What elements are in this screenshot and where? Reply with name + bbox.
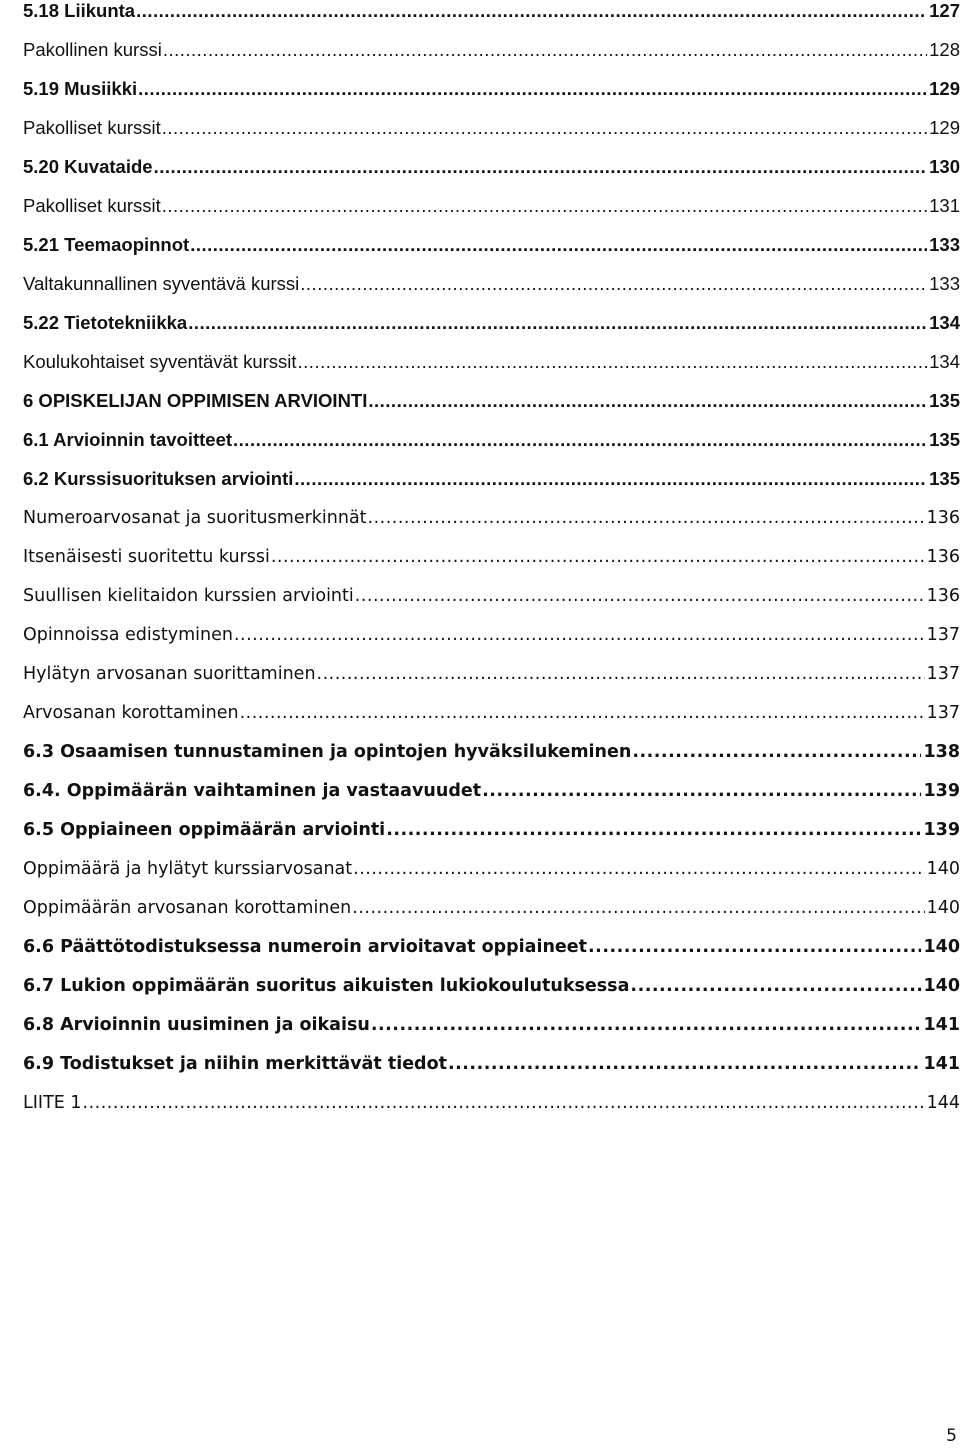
toc-entry-label: Itsenäisesti suoritettu kurssi — [23, 547, 270, 567]
page-number: 5 — [946, 1426, 957, 1446]
toc-dot-leader — [368, 390, 927, 412]
table-of-contents — [23, 0, 960, 1131]
toc-entry[interactable] — [23, 546, 960, 585]
toc-entry-label: 6.9 Todistukset ja niihin merkittävät tiedot — [23, 1054, 447, 1074]
toc-entry-label: Hylätyn arvosanan suorittaminen — [23, 664, 316, 684]
toc-entry-page: 137 — [926, 664, 960, 684]
toc-entry-label: Pakolliset kurssit — [23, 195, 161, 216]
toc-entry-page: 140 — [923, 937, 960, 957]
toc-entry[interactable] — [23, 975, 960, 1014]
toc-entry-label: Suullisen kielitaidon kurssien arviointi — [23, 586, 354, 606]
toc-entry[interactable] — [23, 819, 960, 858]
toc-entry-label: 5.21 Teemaopinnot — [23, 234, 190, 255]
toc-entry-label: 6.1 Arvioinnin tavoitteet — [23, 429, 233, 450]
toc-entry[interactable] — [23, 780, 960, 819]
toc-entry[interactable] — [23, 312, 960, 351]
toc-entry-label: LIITE 1 — [23, 1093, 82, 1113]
toc-dot-leader — [234, 624, 925, 646]
toc-entry-label: 6.5 Oppiaineen oppimäärän arviointi — [23, 820, 386, 840]
toc-entry[interactable] — [23, 234, 960, 273]
toc-entry-page: 139 — [923, 781, 960, 801]
toc-dot-leader — [163, 39, 927, 61]
toc-entry-page: 140 — [923, 976, 960, 996]
toc-entry-page: 135 — [929, 429, 960, 450]
toc-entry-page: 144 — [926, 1093, 960, 1113]
toc-dot-leader — [271, 546, 925, 568]
toc-dot-leader — [386, 819, 921, 841]
toc-dot-leader — [355, 585, 925, 607]
toc-entry-label: 6.2 Kurssisuorituksen arviointi — [23, 468, 294, 489]
toc-dot-leader — [298, 351, 928, 373]
toc-entry[interactable] — [23, 0, 960, 39]
toc-entry[interactable] — [23, 897, 960, 936]
toc-entry[interactable] — [23, 195, 960, 234]
toc-dot-leader — [162, 195, 927, 217]
toc-entry-page: 136 — [926, 547, 960, 567]
toc-entry[interactable] — [23, 858, 960, 897]
toc-dot-leader — [190, 234, 927, 256]
toc-entry-page: 134 — [929, 351, 960, 372]
toc-dot-leader — [632, 741, 921, 763]
toc-entry-page: 136 — [926, 586, 960, 606]
toc-dot-leader — [482, 780, 921, 802]
toc-entry-page: 141 — [923, 1015, 960, 1035]
toc-entry-page: 141 — [923, 1054, 960, 1074]
toc-entry-label: Oppimäärä ja hylätyt kurssiarvosanat — [23, 859, 353, 879]
toc-entry-page: 140 — [926, 898, 960, 918]
toc-entry-label: Numeroarvosanat ja suoritusmerkinnät — [23, 508, 367, 528]
toc-entry-page: 129 — [929, 78, 960, 99]
toc-entry-label: Opinnoissa edistyminen — [23, 625, 233, 645]
toc-dot-leader — [588, 936, 921, 958]
toc-entry-label: 5.22 Tietotekniikka — [23, 312, 188, 333]
toc-entry-page: 138 — [923, 742, 960, 762]
toc-entry-label: Koulukohtaiset syventävät kurssit — [23, 351, 297, 372]
toc-entry-label: 5.19 Musiikki — [23, 78, 138, 99]
toc-entry[interactable] — [23, 273, 960, 312]
toc-dot-leader — [630, 975, 921, 997]
toc-entry-label: Valtakunnallinen syventävä kurssi — [23, 273, 300, 294]
toc-dot-leader — [136, 0, 927, 22]
toc-entry[interactable] — [23, 429, 960, 468]
toc-entry-page: 128 — [929, 39, 960, 60]
toc-entry-label: 6.6 Päättötodistuksessa numeroin arvioitavat oppiaineet — [23, 937, 588, 957]
toc-entry-label: 6.3 Osaamisen tunnustaminen ja opintojen hyväksilukeminen — [23, 742, 632, 762]
toc-entry[interactable] — [23, 624, 960, 663]
toc-entry-label: 6.4. Oppimäärän vaihtaminen ja vastaavuudet — [23, 781, 482, 801]
toc-entry-label: Pakolliset kurssit — [23, 117, 161, 138]
toc-entry[interactable] — [23, 741, 960, 780]
toc-dot-leader — [300, 273, 927, 295]
toc-entry[interactable] — [23, 78, 960, 117]
toc-entry[interactable] — [23, 1014, 960, 1053]
toc-entry-label: Oppimäärän arvosanan korottaminen — [23, 898, 352, 918]
toc-entry[interactable] — [23, 156, 960, 195]
toc-dot-leader — [138, 78, 927, 100]
toc-dot-leader — [317, 663, 925, 685]
toc-dot-leader — [240, 702, 925, 724]
toc-dot-leader — [162, 117, 927, 139]
toc-dot-leader — [233, 429, 927, 451]
toc-entry-page: 134 — [929, 312, 960, 333]
toc-entry-label: Pakollinen kurssi — [23, 39, 162, 60]
toc-entry-page: 130 — [929, 156, 960, 177]
toc-entry-page: 133 — [929, 273, 960, 294]
toc-dot-leader — [448, 1053, 921, 1075]
toc-entry-page: 137 — [926, 625, 960, 645]
toc-entry[interactable] — [23, 468, 960, 507]
toc-entry-label: 5.18 Liikunta — [23, 0, 136, 21]
toc-entry[interactable] — [23, 585, 960, 624]
toc-entry-page: 140 — [926, 859, 960, 879]
toc-dot-leader — [188, 312, 927, 334]
toc-entry[interactable] — [23, 1053, 960, 1092]
toc-entry[interactable] — [23, 663, 960, 702]
toc-entry-label: 6.8 Arvioinnin uusiminen ja oikaisu — [23, 1015, 370, 1035]
toc-entry-page: 127 — [929, 0, 960, 21]
toc-dot-leader — [352, 897, 924, 919]
toc-entry[interactable] — [23, 702, 960, 741]
toc-entry-page: 133 — [929, 234, 960, 255]
toc-entry-label: 6 OPISKELIJAN OPPIMISEN ARVIOINTI — [23, 390, 368, 411]
toc-entry-label: Arvosanan korottaminen — [23, 703, 239, 723]
toc-entry-page: 129 — [929, 117, 960, 138]
toc-entry[interactable] — [23, 390, 960, 429]
toc-entry-page: 139 — [923, 820, 960, 840]
toc-entry-label: 6.7 Lukion oppimäärän suoritus aikuisten lukiokoulutuksessa — [23, 976, 630, 996]
toc-entry[interactable] — [23, 39, 960, 78]
toc-entry-page: 137 — [926, 703, 960, 723]
toc-entry[interactable] — [23, 351, 960, 390]
toc-entry-page: 135 — [929, 468, 960, 489]
toc-dot-leader — [368, 507, 925, 529]
toc-entry-page: 136 — [926, 508, 960, 528]
toc-dot-leader — [353, 858, 924, 880]
toc-entry-label: 5.20 Kuvataide — [23, 156, 153, 177]
toc-entry[interactable] — [23, 507, 960, 546]
toc-entry-page: 131 — [929, 195, 960, 216]
toc-entry[interactable] — [23, 1092, 960, 1131]
toc-entry[interactable] — [23, 936, 960, 975]
toc-dot-leader — [294, 468, 927, 490]
toc-dot-leader — [371, 1014, 922, 1036]
toc-dot-leader — [154, 156, 928, 178]
toc-entry[interactable] — [23, 117, 960, 156]
toc-entry-page: 135 — [929, 390, 960, 411]
toc-dot-leader — [83, 1092, 925, 1114]
